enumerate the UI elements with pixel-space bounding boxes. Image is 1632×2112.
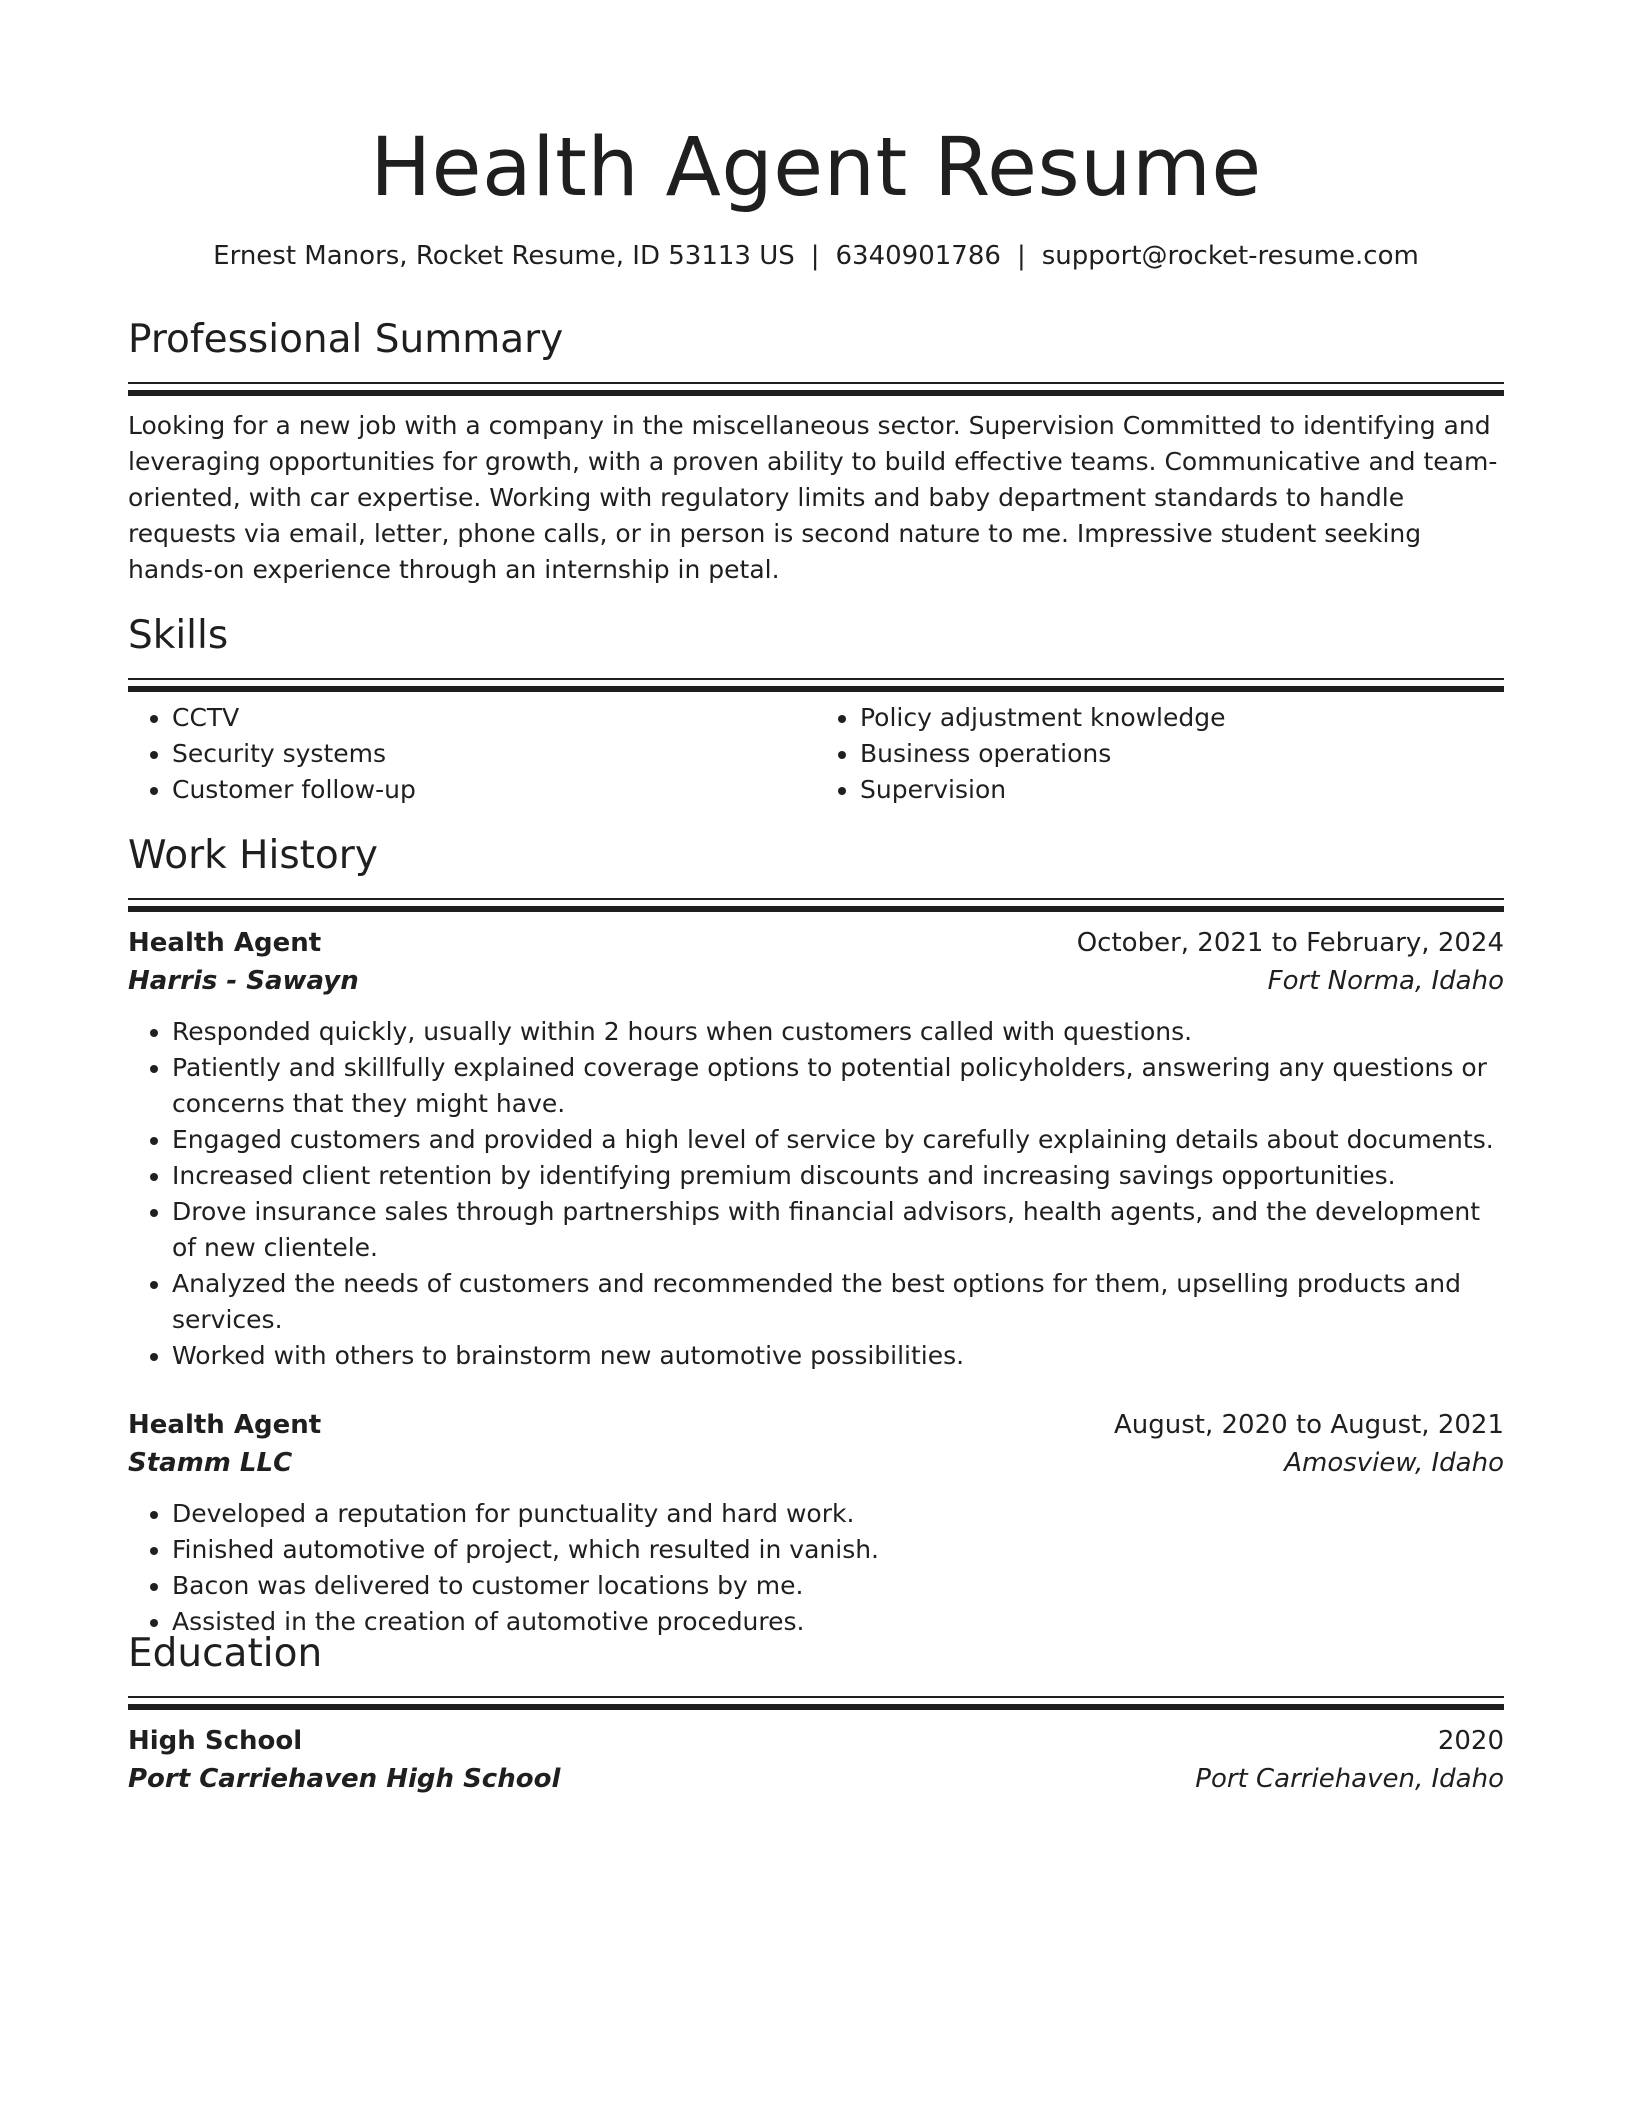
- job-company: Stamm LLC: [128, 1448, 293, 1478]
- education-degree: High School: [128, 1726, 303, 1756]
- education-section: [128, 1626, 1504, 1798]
- job-bullet: • Responded quickly, usually within 2 hours when customers called with questions.: [172, 1014, 1504, 1050]
- skill-item: • Business operations: [860, 736, 1504, 772]
- summary-heading: Professional Summary: [128, 317, 564, 362]
- job-bullets: [128, 1496, 1504, 1640]
- contact-email: support@rocket-resume.com: [1041, 241, 1419, 271]
- contact-line: [128, 236, 1504, 276]
- work-heading: Work History: [128, 833, 378, 878]
- contact-address: Ernest Manors, Rocket Resume, ID 53113 US: [213, 241, 795, 271]
- job-header-row: [128, 924, 1504, 962]
- skill-item: • Customer follow-up: [172, 772, 816, 808]
- job-entry: [128, 1406, 1504, 1640]
- job-header-row: [128, 1406, 1504, 1444]
- job-bullet: • Assisted in the creation of automotive procedures.: [172, 1604, 1504, 1640]
- education-heading: Education: [128, 1631, 323, 1676]
- job-location: Amosview, Idaho: [1284, 1448, 1504, 1478]
- job-bullets: [128, 1014, 1504, 1374]
- skills-columns: [128, 700, 1504, 808]
- job-title: Health Agent: [128, 928, 322, 958]
- education-entry: [128, 1722, 1504, 1798]
- work-section: [128, 828, 1504, 1640]
- job-bullet: • Drove insurance sales through partnerships with financial advisors, health agents, and the development of new clientele.: [172, 1194, 1504, 1266]
- education-school: Port Carriehaven High School: [128, 1764, 561, 1794]
- skill-item: • Security systems: [172, 736, 816, 772]
- contact-separator: |: [810, 241, 820, 271]
- skill-item: • Policy adjustment knowledge: [860, 700, 1504, 736]
- job-entry: [128, 924, 1504, 1374]
- job-company-row: [128, 962, 1504, 1000]
- education-year: 2020: [1437, 1726, 1504, 1756]
- summary-section: [128, 312, 1504, 588]
- job-bullet: • Increased client retention by identifying premium discounts and increasing savings opportunities.: [172, 1158, 1504, 1194]
- job-company: Harris - Sawayn: [128, 966, 359, 996]
- job-bullet: • Analyzed the needs of customers and recommended the best options for them, upselling products and services.: [172, 1266, 1504, 1338]
- job-dates: October, 2021 to February, 2024: [1076, 928, 1504, 958]
- job-bullet: • Engaged customers and provided a high level of service by carefully explaining details about documents.: [172, 1122, 1504, 1158]
- job-bullet: • Patiently and skillfully explained coverage options to potential policyholders, answering any questions or concerns that they might have.: [172, 1050, 1504, 1122]
- job-bullet: • Worked with others to brainstorm new automotive possibilities.: [172, 1338, 1504, 1374]
- job-company-row: [128, 1444, 1504, 1482]
- skill-item: • Supervision: [860, 772, 1504, 808]
- contact-phone: 6340901786: [835, 241, 1001, 271]
- skills-list-right: [816, 700, 1504, 808]
- contact-separator: |: [1016, 241, 1026, 271]
- skills-list-left: [128, 700, 816, 808]
- job-bullet: • Finished automotive of project, which resulted in vanish.: [172, 1532, 1504, 1568]
- job-bullet: • Bacon was delivered to customer locations by me.: [172, 1568, 1504, 1604]
- job-title: Health Agent: [128, 1410, 322, 1440]
- education-header-row: [128, 1722, 1504, 1760]
- resume-title: Health Agent Resume: [370, 121, 1262, 215]
- education-school-row: [128, 1760, 1504, 1798]
- section-divider: [128, 898, 1504, 912]
- job-bullet: • Developed a reputation for punctuality and hard work.: [172, 1496, 1504, 1532]
- job-dates: August, 2020 to August, 2021: [1114, 1410, 1504, 1440]
- section-divider: [128, 1696, 1504, 1710]
- section-divider: [128, 678, 1504, 692]
- skills-section: [128, 608, 1504, 808]
- skills-heading: Skills: [128, 613, 229, 658]
- education-location: Port Carriehaven, Idaho: [1195, 1764, 1504, 1794]
- summary-text: Looking for a new job with a company in the miscellaneous sector. Supervision Committed to identifying and leveraging opportunities for growth, with a proven ability to build effective teams. Communicative and team-oriented, with car expertise. Working with regulatory limits and baby department standards to handle requests via email, letter, phone calls, or in person is second nature to me. Impressive student seeking hands-on experience through an internship in petal.: [128, 411, 1498, 584]
- skill-item: • CCTV: [172, 700, 816, 736]
- job-location: Fort Norma, Idaho: [1267, 966, 1504, 996]
- section-divider: [128, 382, 1504, 396]
